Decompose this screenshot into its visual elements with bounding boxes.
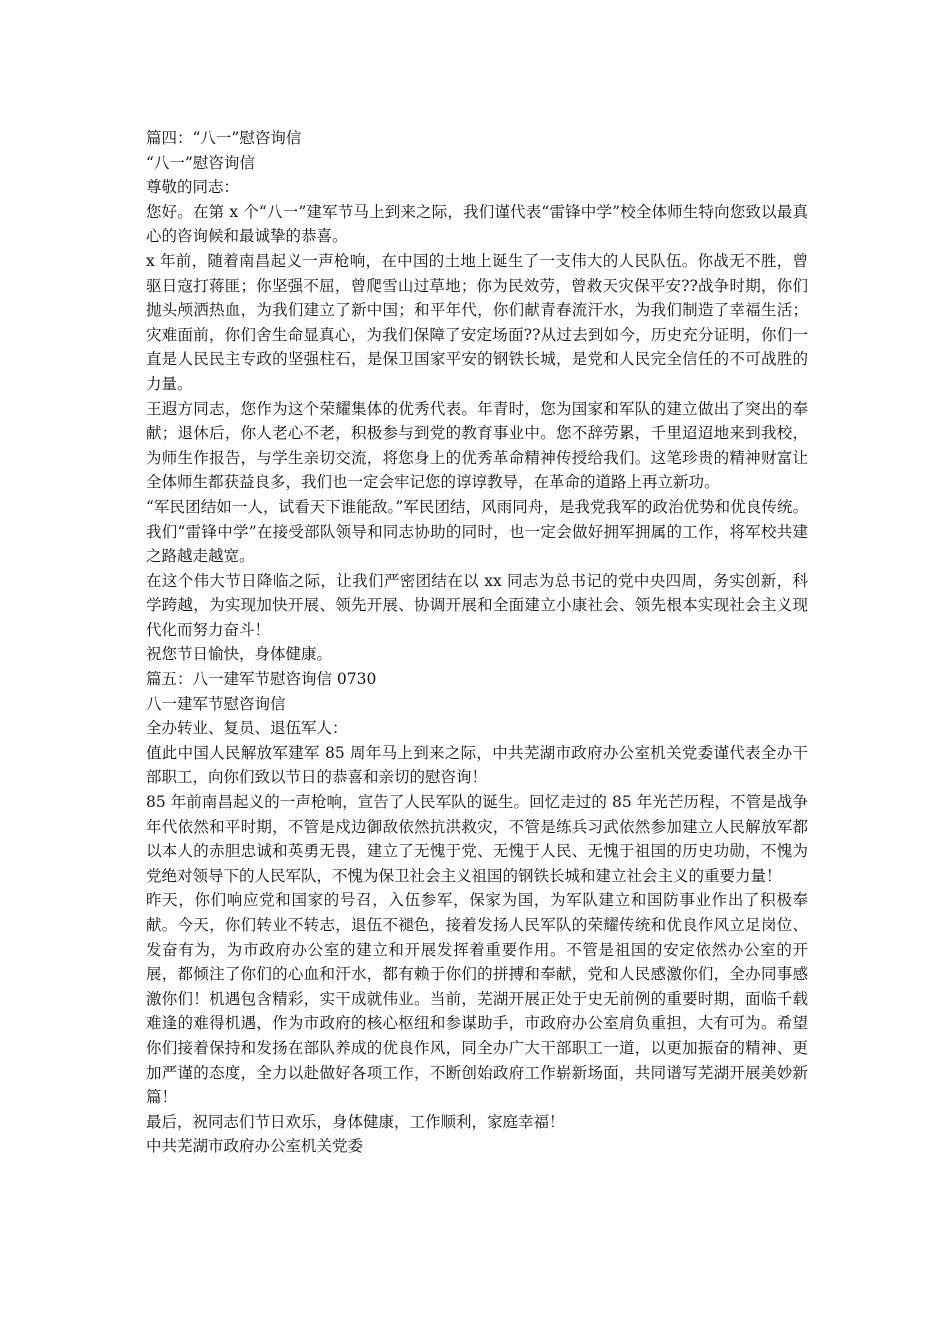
paragraph: 85 年前南昌起义的一声枪响，宣告了人民军队的诞生。回忆走过的 85 年光芒历程，不管是战争年代依然和平时期，不管是戍边御敌依然抗洪救灾，不管是练兵习武依然参加建立人民解放军都以本人的赤胆忠诚和英勇无畏，建立了无愧于党、无愧于人民、无愧于祖国的历史功勋，不愧为党绝对领导下的人民军队，不愧为保卫社会主义祖国的钢铁长城和建立社会主义的重要力量！ — [146, 793, 808, 885]
closing-wish-2: 最后，祝同志们节日欢乐，身体健康，工作顺利，家庭幸福！ — [146, 1112, 565, 1131]
paragraph: 昨天，你们响应党和国家的号召，入伍参军，保家为国，为军队建立和国防事业作出了积极奉献。今天，你们转业不转志，退伍不褪色，接着发扬人民军队的荣耀传统和优良作风立足岗位、发奋有为，为市政府办公室的建立和开展发挥着重要作用。不管是祖国的安定依然办公室的开展，都倾注了你们的心血和汗水，都有赖于你们的拼搏和奉献，党和人民感激你们，全办同事感激你们！机遇包含精彩，实干成就伟业。当前，芜湖开展正处于史无前例的重要时期，面临千载难逢的难得机遇，作为市政府的核心枢纽和参谋助手，市政府办公室肩负重担，大有可为。希望你们接着保持和发扬在部队养成的优良作风，同全办广大干部职工一道，以更加振奋的精神、更加严谨的态度，全力以赴做好各项工作，不断创始政府工作崭新场面，共同谱写芜湖开展美妙新篇！ — [146, 891, 808, 1107]
signature: 中共芜湖市政府办公室机关党委 — [146, 1137, 364, 1156]
paragraph: 王遐方同志，您作为这个荣耀集体的优秀代表。年青时，您为国家和军队的建立做出了突出的奉献；退休后，你人老心不老，积极参与到党的教育事业中。您不辞劳累，千里迢迢地来到我校，为师生作报告，与学生亲切交流，将您身上的优秀革命精神传授给我们。这笔珍贵的精神财富让全体师生都获益良多，我们也一定会牢记您的谆谆教导，在革命的道路上再立新功。 — [146, 399, 808, 492]
paragraph: x 年前，随着南昌起义一声枪响，在中国的土地上诞生了一支伟大的人民队伍。你战无不胜，曾驱日寇打蒋匪；你坚强不屈，曾爬雪山过草地；你为民效劳，曾救天灾保平安??战争时期，你们抛头颅洒热血，为我们建立了新中国；和平年代，你们献青春流汗水，为我们制造了幸福生活；灾难面前，你们舍生命显真心，为我们保障了安定场面??从过去到如今，历史充分证明，你们一直是人民民主专政的坚强柱石，是保卫国家平安的钢铁长城，是党和人民完全信任的不可战胜的力量。 — [146, 251, 808, 393]
paragraph: 您好。在第 x 个“八一”建军节马上到来之际，我们谨代表“雷锋中学”校全体师生特向您致以最真心的咨询候和最诚挚的恭喜。 — [146, 202, 808, 246]
paragraph: 值此中国人民解放军建军 85 周年马上到来之际，中共芜湖市政府办公室机关党委谨代表全办干部职工，向你们致以节日的恭喜和亲切的慰咨询！ — [146, 743, 808, 787]
document-body — [146, 126, 808, 1159]
paragraph: “军民团结如一人，试看天下谁能敌。”军民团结，风雨同舟，是我党我军的政治优势和优良传统。我们“雷锋中学”在接受部队领导和同志协助的同时，也一定会做好拥军拥属的工作，将军校共建之路越走越宽。 — [146, 497, 808, 566]
section-heading-4: 篇四：“八一”慰咨询信 — [146, 129, 302, 147]
salutation-2: 全办转业、复员、退伍军人： — [146, 719, 348, 738]
salutation-1: 尊敬的同志： — [146, 178, 240, 197]
letter-title-1: “八一”慰咨询信 — [146, 153, 255, 172]
section-heading-5: 篇五：八一建军节慰咨询信 0730 — [146, 670, 377, 689]
paragraph: 在这个伟大节日降临之际，让我们严密团结在以 xx 同志为总书记的党中央四周，务实创新，科学跨越，为实现加快开展、领先开展、协调开展和全面建立小康社会、领先根本实现社会主义现代化而努力奋斗！ — [146, 571, 808, 639]
letter-title-2: 八一建军节慰咨询信 — [146, 694, 286, 713]
closing-wish-1: 祝您节日愉快，身体健康。 — [146, 645, 333, 664]
